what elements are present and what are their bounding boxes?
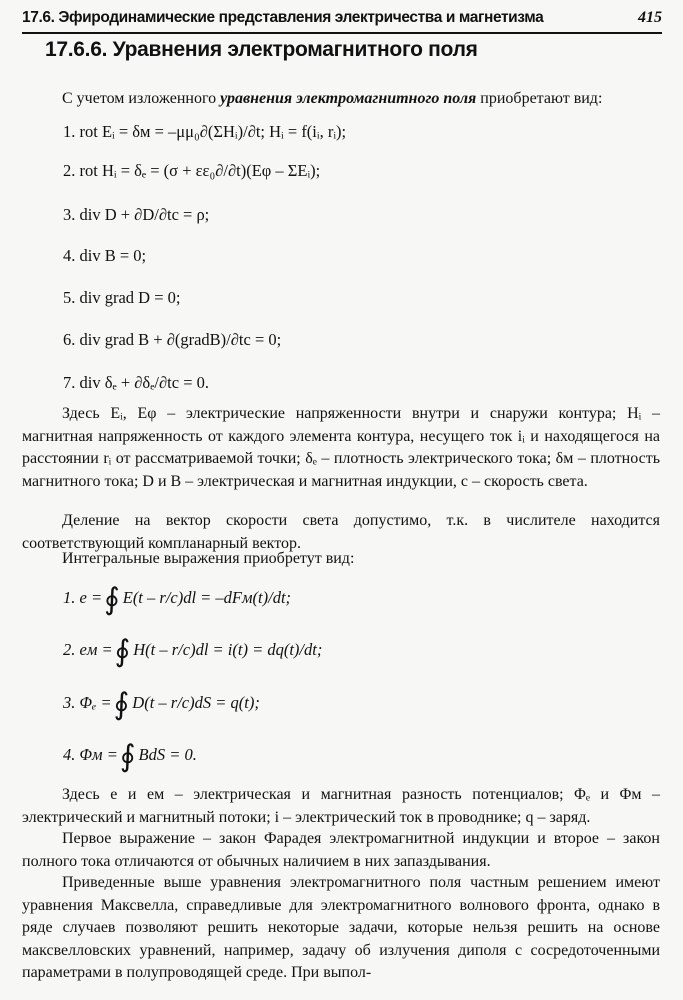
intro-text-end: приобретают вид: [476,90,603,107]
contour-integral-icon: ∮ [113,688,130,721]
integral-2-rhs: H(t – r/c)dl = i(t) = dq(t)/dt; [133,640,323,659]
integral-4-rhs: BdS = 0. [138,745,197,764]
explanation-text-5: Приведенные выше уравнения электромагнитного поля частным решением имеют уравнения Максвелла, справедливые для электромагнитного волнового фронта, однако в ряде случаев позволяют решить некоторые задачи, которые нельзя решить на основе максвелловских уравнений, например, задачу об излучения диполя с сосредоточенными параметрами в полупроводящей среде. При выпол- [22,874,660,981]
explanation-text-3: Здесь e и eм – электрическая и магнитная разность потенциалов; Φₑ и Φм – электрический и магнитный потоки; i – электрический ток в проводнике; q – заряд. [22,786,660,826]
explanation-text-4: Первое выражение – закон Фарадея электромагнитной индукции и второе – закон полного тока отличаются от обычных наличием в них запаздывания. [22,830,660,870]
contour-integral-icon: ∮ [119,740,136,773]
equation-3: 3. div D + ∂D/∂tc = ρ; [63,205,210,224]
integral-2 [63,635,323,668]
equation-4: 4. div B = 0; [63,246,147,265]
integral-1-lhs: 1. e = [63,588,103,607]
explanation-text-2: Деление на вектор скорости света допустимо, т.к. в числителе находится соответствующий компланарный вектор. [22,512,660,552]
equation-2: 2. rot Hᵢ = δₑ = (σ + εε₀∂/∂t)(Eφ – ΣEᵢ); [63,161,321,180]
explanation-text-1: Здесь Eᵢ, Eφ – электрические напряженности внутри и снаружи контура; Hᵢ – магнитная напряженность от каждого элемента контура, несущего ток iᵢ и находящегося на расстоянии rᵢ от рассматриваемой точки; δₑ – плотность электрического тока; δм – плотность магнитного тока; D и B – электрическая и магнитная индукции, c – скорость света. [22,405,660,490]
integral-intro [22,548,660,571]
integral-1-rhs: E(t – r/c)dl = –dFм(t)/dt; [122,588,292,607]
integral-4-lhs: 4. Φм = [63,745,118,764]
equation-1: 1. rot Eᵢ = δм = –μμ₀∂(ΣHᵢ)/∂t; Hᵢ = f(iᵢ, rᵢ); [63,122,347,141]
integral-intro-text: Интегральные выражения приобретут вид: [62,550,355,567]
integral-2-lhs: 2. eм = [63,640,113,659]
equation-6: 6. div grad B + ∂(gradB)/∂tc = 0; [63,330,282,349]
contour-integral-icon: ∮ [104,583,120,616]
equation-7: 7. div δₑ + ∂δₑ/∂tc = 0. [63,373,210,392]
explanation-paragraph-5 [22,872,660,985]
explanation-paragraph-1 [22,403,660,493]
explanation-paragraph-3 [22,784,660,829]
running-header [22,6,662,34]
integral-3-rhs: D(t – r/c)dS = q(t); [132,693,260,712]
contour-integral-icon: ∮ [114,635,131,668]
intro-emphasis: уравнения электромагнитного поля [220,90,477,107]
intro-paragraph [22,88,660,111]
section-title: 17.6.6. Уравнения электромагнитного поля [45,38,478,61]
integral-4 [63,740,197,773]
explanation-paragraph-4 [22,828,660,873]
intro-text: С учетом изложенного [62,90,221,107]
running-title: 17.6. Эфиродинамические представления электричества и магнетизма [22,9,544,26]
integral-3-lhs: 3. Φₑ = [63,693,112,712]
page-number: 415 [638,9,662,26]
integral-1 [63,583,292,616]
integral-3 [63,688,260,721]
equation-5: 5. div grad D = 0; [63,288,181,307]
